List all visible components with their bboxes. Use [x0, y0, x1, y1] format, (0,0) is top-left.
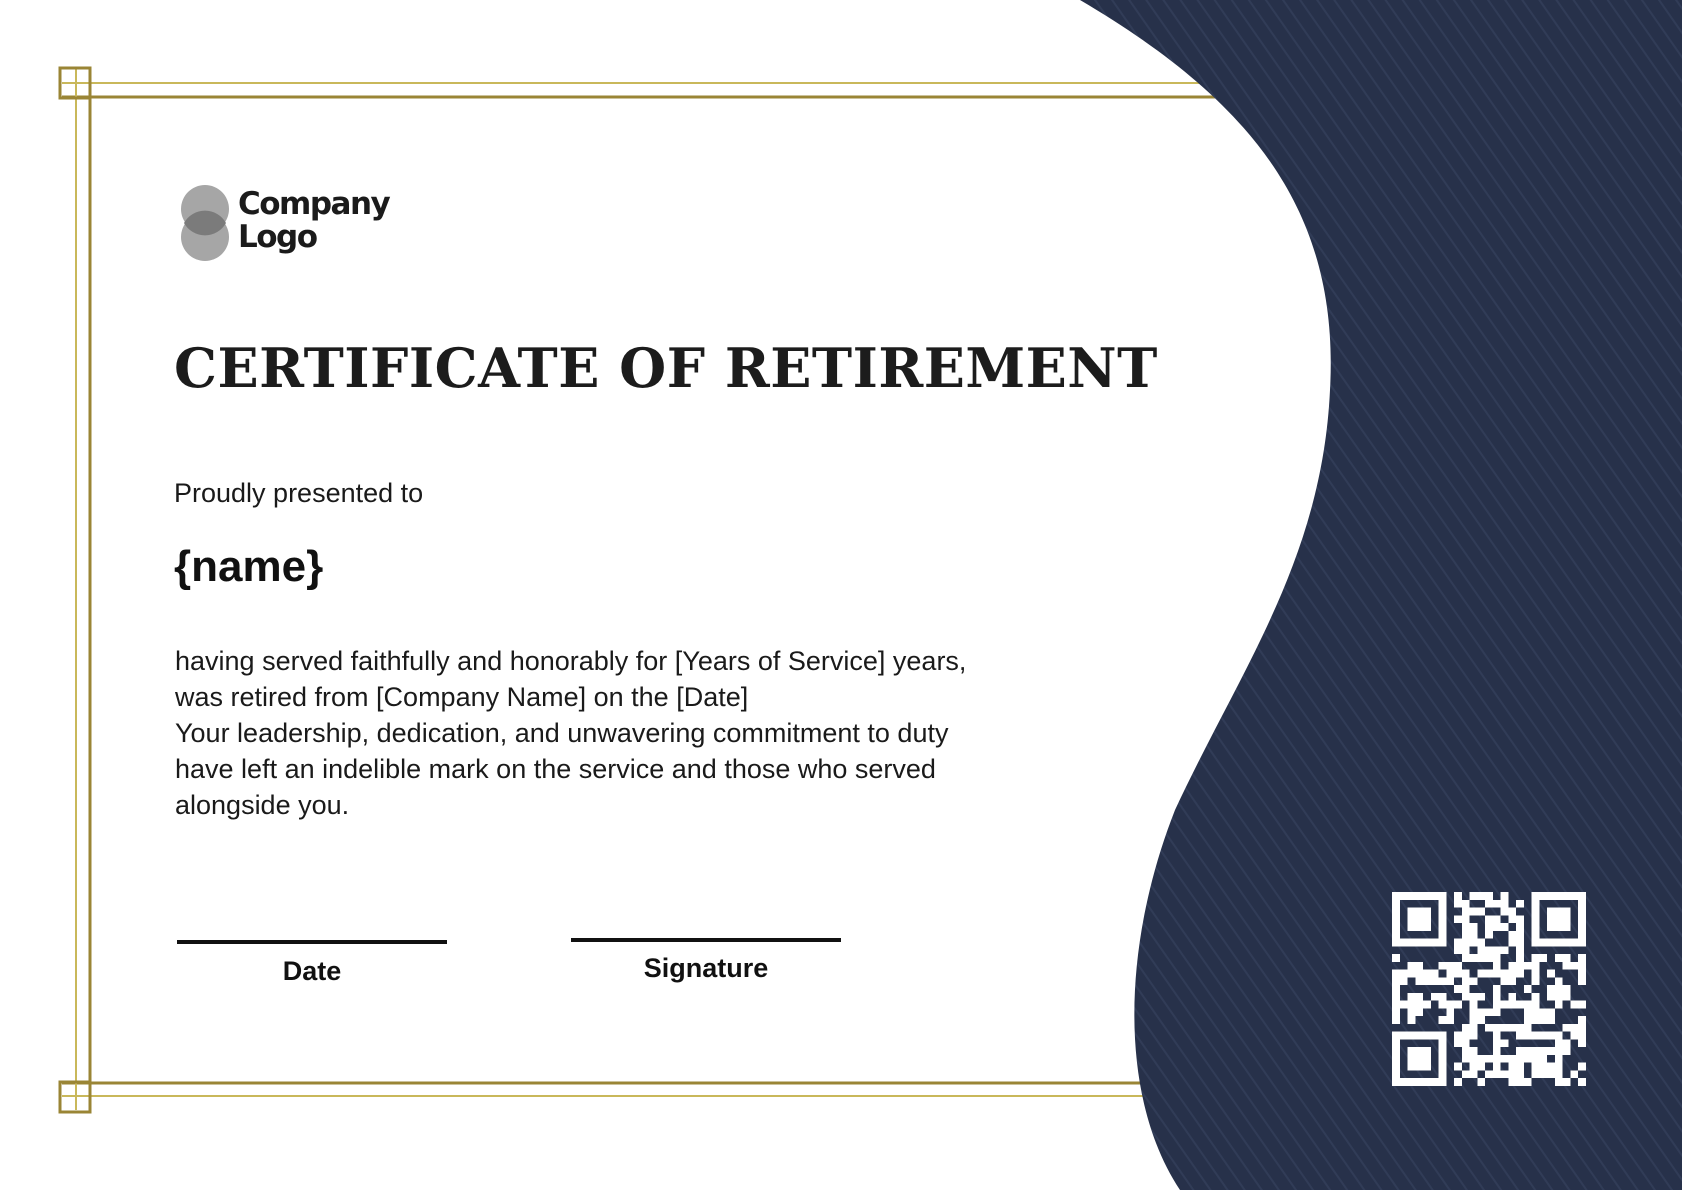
logo-wordmark — [238, 188, 389, 254]
qr-code-icon — [1392, 892, 1586, 1086]
body-line: Your leadership, dedication, and unwavering commitment to duty — [175, 718, 949, 748]
certificate-body — [175, 643, 1095, 823]
body-line: was retired from [Company Name] on the [Date] — [175, 682, 749, 712]
recipient-name: {name} — [174, 542, 324, 591]
date-line — [177, 940, 447, 944]
body-line: having served faithfully and honorably for [Years of Service] years, — [175, 646, 967, 676]
body-line: alongside you. — [175, 790, 350, 820]
signature-label: Signature — [643, 953, 769, 983]
presented-to-text: Proudly presented to — [174, 478, 424, 508]
company-logo — [178, 185, 408, 265]
signature-line — [571, 938, 841, 942]
date-label: Date — [282, 956, 342, 986]
certificate-title: CERTIFICATE OF RETIREMENT — [174, 336, 1158, 400]
navy-wave — [1080, 0, 1682, 1190]
logo-line-2: Logo — [238, 219, 317, 255]
logo-line-1: Company — [238, 186, 390, 222]
body-line: have left an indelible mark on the service and those who served — [175, 754, 936, 784]
logo-circles-icon — [178, 185, 232, 263]
